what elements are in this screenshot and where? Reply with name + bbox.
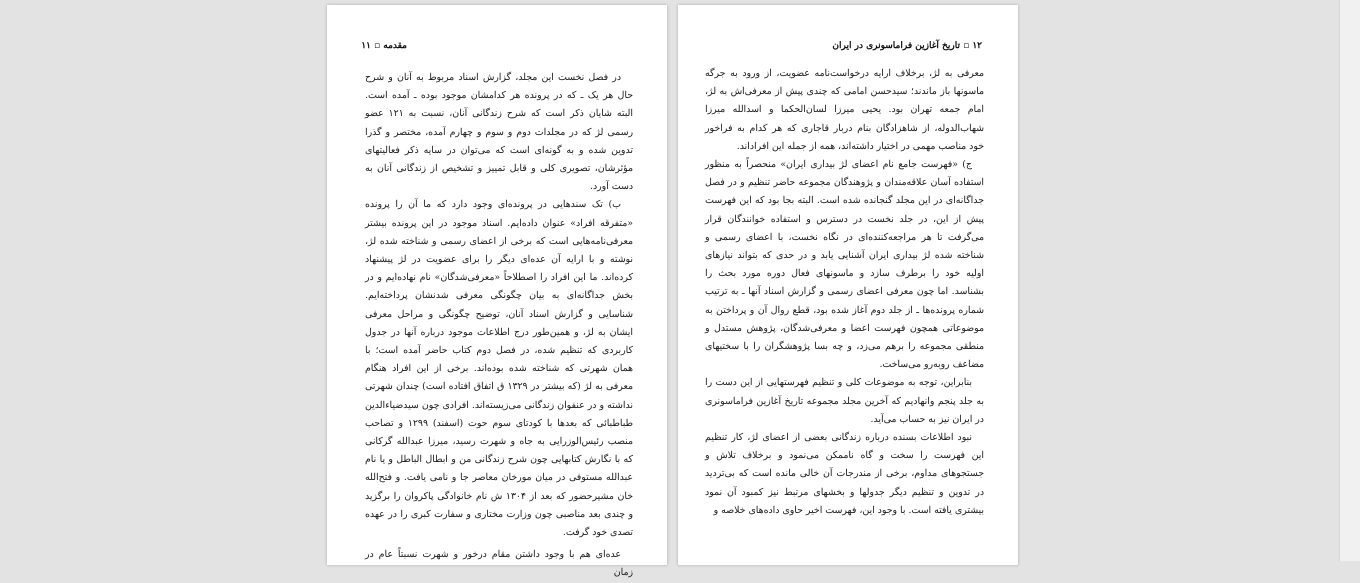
vertical-scrollbar[interactable] — [1339, 0, 1360, 561]
paragraph: معرفی به لژ، برخلاف ارایه درخواست‌نامه عضویت، از ورود به جرگه ماسونها باز ماندند؛ سیدحسن امامی که چندی پیش از معرفی‌اش به لژ، امام جمعه تهران بود. یحیی میرزا لسان‌الحکما و اسدالله میرزا شهاب‌الدوله، از شاهزادگان بنام دربار قاجاری که هر کدام به فراخور خود مناصب مهمی در اختیار داشته‌اند، همه از جمله این افراد‌اند. — [705, 68, 984, 152]
page-11 — [327, 5, 667, 579]
paragraph: ج) «فهرست جامع نام اعضای لژ بیداری ایران» منحصراً به منظور استفاده آسان علاقه‌مندان و پژوهندگان مجموعه حاضر تنظیم و در فصل جداگانه‌ای در این مجلد گنجانده شده است. البته بجا بود که این فهرست پیش از این، در جلد نخست در دسترس و استفاده خوانندگان قرار می‌گرفت تا هر مراجعه‌کننده‌ای در نگاه نخست، با اعضای رسمی و شناخته شده لژ بیداری ایران آشنایی یابد و در حدی که بتواند نیازهای اولیه خود را برطرف سازد و ماسونهای فعال دوره مورد بحث را بشناسد. اما چون معرفی اعضای رسمی و گزارش اسناد آنها ـ به ترتیب شماره پرونده‌ها ـ از جلد دوم آغاز شده بود، قطع روال آن و پرداختن به موضوعاتی همچون فهرست اعضا و معرفی‌شدگان، پژوهش مستدل و منطقی مجموعه را برهم می‌زد، و چه بسا پژوهشگران را با سختیهای مضاعف روبه‌رو می‌ساخت. — [705, 159, 984, 371]
paragraph: در فصل نخست این مجلد، گزارش اسناد مربوط به آنان و شرح حال هر یک ـ که در پرونده هر کدامشان موجود بوده ـ آمده است. البته شایان ذکر است که شرح زندگانی آنان، نسبت به ۱۲۱ عضو رسمی لژ که در مجلدات دوم و سوم و چهارم آمده، مختصر و گذرا تدوین شده و به گونه‌ای است که می‌توان در سایه ذکر فعالیتهای مؤثرشان، تصویری کلی و قابل تمییز و تشخیص از زندگانی آنان به دست آورد. — [365, 72, 633, 193]
paragraph: عده‌ای هم با وجود داشتن مقام درخور و شهرت نسبتاً عام در زمان — [365, 549, 633, 579]
page-header: مقدمه ▫ ۱۱ — [361, 41, 407, 51]
page-12 — [678, 5, 1018, 565]
paragraph: ب) تک سندهایی در پرونده‌ای وجود دارد که ما آن را پرونده «متفرقه افراد» عنوان داده‌ایم. اسناد موجود در این پرونده بیشتر معرفی‌نامه‌هایی است که برخی از اعضای رسمی و شناخته شده لژ، نوشته و با ارایه آن عده‌ای دیگر را برای عضویت در لژ پیشنهاد کرده‌اند. ما این افراد را اصطلاحاً «معرفی‌شدگان» نام نهاده‌ایم و در بخش جداگانه‌ای به بیان چگونگی معرفی شدنشان پرداخته‌ایم. شناسایی و گزارش اسناد آنان، توضیح چگونگی و مراحل معرفی ایشان به لژ، و همین‌طور درج اطلاعات موجود درباره آنها در جدول کاربردی که تنظیم شده، در فصل دوم کتاب حاضر آمده است؛ با همان شهرتی که شناخته شده بوده‌اند. برخی از این افراد هنگام معرفی به لژ (که بیشتر در ۱۳۲۹ ق اتفاق افتاده است) چندان شهرتی نداشته و در عنفوان زندگانی می‌زیسته‌اند. افرادی چون سیدضیاءالدین طباطبائی که بعدها با کودتای سوم حوت (اسفند) ۱۲۹۹ و تصاحب منصب رئیس‌الوزرایی به جاه و شهرت رسید، میرزا عبدالله گرکانی که با نگارش کتابهایی چون شرح زندگانی من و ابطال الباطل و یا نام عبدالله مستوفی در میان مورخان معاصر جا و نامی یافت. و فتح‌الله خان مشیرحضور که بعد از ۱۳۰۴ ش نام خانوادگی پاکروان را برگزید و چندی بعد مناصبی چون وزارت مختاری و سفارت کبری را در عهده تصدی خود گرفت. — [365, 199, 633, 539]
page-body — [365, 69, 633, 583]
page-body — [705, 65, 984, 520]
page-header: ۱۲ ▫ تاریخ آغازین فراماسونری در ایران — [832, 41, 982, 51]
paragraph: نبود اطلاعات بسنده درباره زندگانی بعضی از اعضای لژ، کار تنظیم این فهرست را سخت و گاه ناممکن می‌نمود و برخلاف تلاش و جستجوهای مداوم، برخی از مندرجات آن خالی مانده است که بی‌تردید در تدوین و تنظیم دیگر جدولها و بخشهای مرتبط نیز کمبود آن نمود بیشتری یافته است. با وجود این، فهرست اخیر حاوی داده‌های خلاصه و — [705, 432, 984, 516]
paragraph: بنابراین، توجه به موضوعات کلی و تنظیم فهرستهایی از این دست را به جلد پنجم وانهادیم که آخرین مجلد مجموعه تاریخ آغازین فراماسونری در ایران نیز به حساب می‌آید. — [705, 377, 984, 425]
